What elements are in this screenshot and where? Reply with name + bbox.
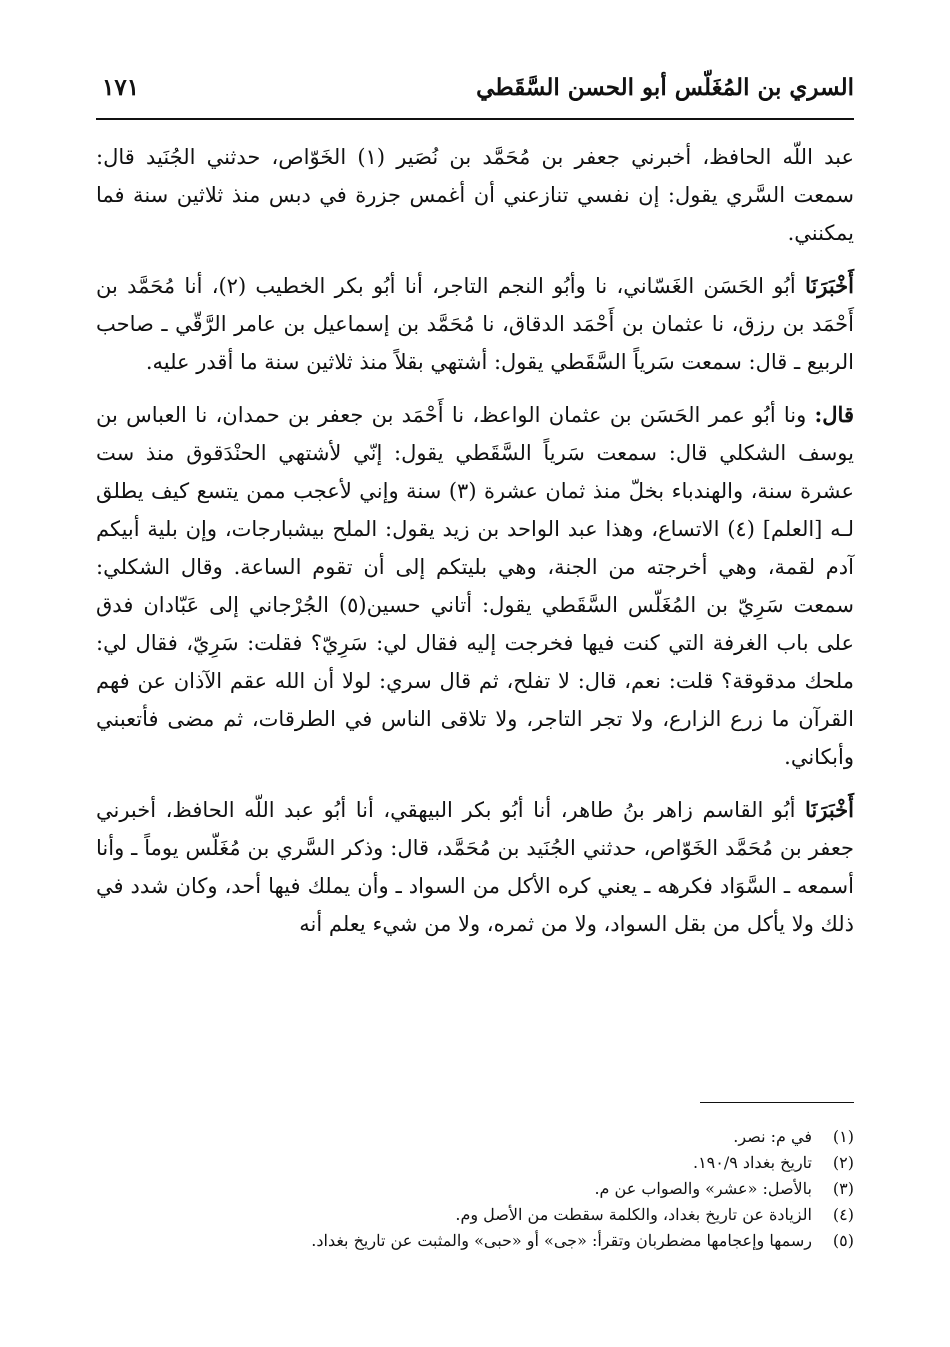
footnote-number: (٥) [832, 1231, 854, 1250]
footnote-number: (٢) [832, 1153, 854, 1172]
footnote-number: (٤) [832, 1205, 854, 1224]
page-header [96, 66, 854, 120]
footnote [96, 1150, 854, 1176]
footnote-number: (١) [832, 1127, 854, 1146]
narration-keyword: أَخْبَرَنَا [805, 273, 854, 298]
main-text [96, 138, 854, 958]
page-number: ١٧١ [102, 74, 140, 101]
footnote-number: (٣) [832, 1179, 854, 1198]
paragraph [96, 138, 854, 252]
footnote [96, 1176, 854, 1202]
footnote [96, 1228, 854, 1254]
paragraph-text: أبُو القاسم زاهر بنُ طاهر، أنا أبُو بكر البيهقي، أنا أبُو عبد اللّه الحافظ، أخبرني جعفر بن مُحَمَّد الخَوّاص، حدثني الجُنَيد بن مُحَمَّد، قال: وذكر السَّري بن مُغَلّس يوماً ـ وأنا أسمعه ـ السَّوَاد فكرهه ـ يعني كره الأكل من السواد ـ وأن يملك فيها أحد، وكان شدد في ذلك ولا يأكل من بقل السواد، ولا من ثمره، ولا من شيء يعلم أنه [96, 798, 854, 936]
footnote-text: في م: نصر. [733, 1127, 812, 1146]
footnotes [96, 1124, 854, 1254]
footnote-text: رسمها وإعجامها مضطربان وتقرأ: «جى» أو «حبى» والمثبت عن تاريخ بغداد. [311, 1231, 812, 1250]
footnote [96, 1124, 854, 1150]
footnote-text: الزيادة عن تاريخ بغداد، والكلمة سقطت من الأصل وم. [455, 1205, 812, 1224]
paragraph [96, 791, 854, 943]
paragraph [96, 396, 854, 776]
running-title: السري بن المُغَلّس أبو الحسن السَّقَطي [476, 74, 854, 101]
footnote-text: بالأصل: «عشر» والصواب عن م. [594, 1179, 812, 1198]
footnote-divider [700, 1102, 854, 1103]
narration-keyword: قال: [814, 402, 854, 427]
footnote-text: تاريخ بغداد ١٩٠/٩. [692, 1153, 812, 1172]
paragraph-text: أبُو الحَسَن الغَسّاني، نا وأبُو النجم التاجر، أنا أبُو بكر الخطيب (٢)، أنا مُحَمَّد بن أَحْمَد بن رزق، نا عثمان بن أَحْمَد الدقاق، نا مُحَمَّد بن إسماعيل بن عامر الرَّقّي ـ صاحب الربيع ـ قال: سمعت سَرياً السَّقَطي يقول: أشتهي بقلاً منذ ثلاثين سنة ما أقدر عليه. [96, 274, 854, 374]
narration-keyword: أَخْبَرَنَا [805, 797, 854, 822]
footnote [96, 1202, 854, 1228]
paragraph-text: عبد اللّه الحافظ، أخبرني جعفر بن مُحَمَّد بن نُصَير (١) الخَوّاص، حدثني الجُنَيد قال: سمعت السَّري يقول: إن نفسي تنازعني أن أغمس جزرة في دبس منذ ثلاثين سنة فما يمكنني. [96, 145, 854, 245]
paragraph-text: ونا أبُو عمر الحَسَن بن عثمان الواعظ، نا أَحْمَد بن جعفر بن حمدان، نا العباس بن يوسف الشكلي قال: سمعت سَرياً السَّقَطي يقول: إنّي لأشتهي الحنْدَقوق منذ ست عشرة سنة، والهندباء بخلّ منذ ثمان عشرة (٣) سنة وإني لأعجب ممن يتسع كيف يطلق لـه [العلم] (٤) الاتساع، وهذا عبد الواحد بن زيد يقول: الملح بيشبارجات، وإن بلية أبيكم آدم لقمة، وهي أخرجته من الجنة، وهي بليتكم إلى أن تقوم الساعة. وقال الشكلي: سمعت سَرِيّ بن المُغَلّس السَّقَطي يقول: أتاني حسين(٥) الجُرْجاني إلى عَبّادان فدق على باب الغرفة التي كنت فيها فخرجت إليه فقال لي: سَرِيّ؟ فقلت: سَرِيّ، فقال لي: ملحك مدقوقة؟ قلت: نعم، قال: لا تفلح، ثم قال سري: لولا أن الله عقم الآذان عن فهم القرآن ما زرع الزارع، ولا تجر التاجر، ولا تلاقى الناس في الطرقات، ثم مضى فأتعبني وأبكاني. [96, 403, 854, 769]
paragraph [96, 267, 854, 381]
